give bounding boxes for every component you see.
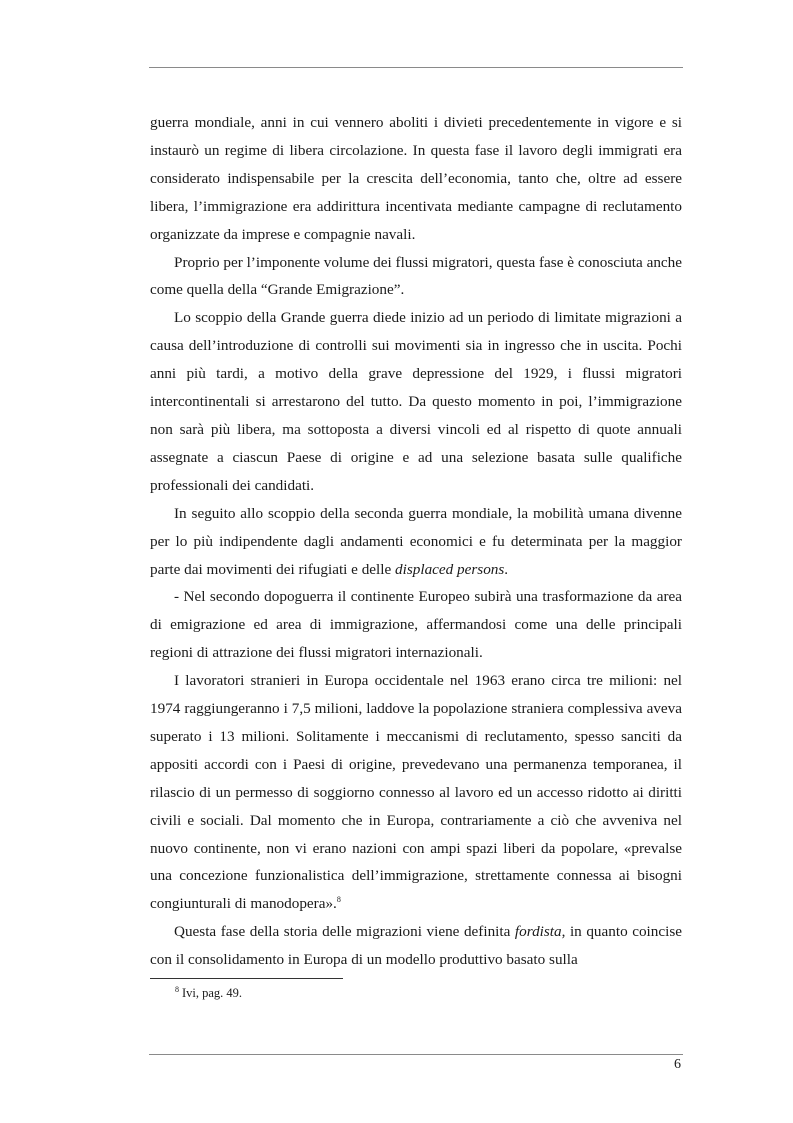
header-rule bbox=[149, 67, 683, 68]
paragraph-7-text: Questa fase della storia delle migrazioni viene definita bbox=[174, 923, 515, 941]
paragraph-6-text: I lavoratori stranieri in Europa occidentale nel 1963 erano circa tre milioni: nel 1974 raggiungeranno i 7,5 milioni, laddove la popolazione straniera complessiva aveva superato i 13 milioni. Solitamente i meccanismi di reclutamento, spesso sanciti da appositi accordi con i Paesi di origine, prevedevano una permanenza temporanea, il rilascio di un permesso di soggiorno connesso al lavoro ed un accesso ridotto ai diritti civili e sociali. Dal momento che in Europa, contrariamente a ciò che avveniva nel nuovo continente, non vi erano nazioni con ampi spazi liberi da popolare, «prevalse una concezione funzionalistica dell’immigrazione, strettamente connessa ai bisogni congiunturali di manodopera». bbox=[150, 672, 682, 913]
page-number: 6 bbox=[674, 1057, 681, 1072]
footnote-number: 8 bbox=[175, 985, 179, 994]
paragraph-7 bbox=[150, 918, 682, 974]
paragraph-1: guerra mondiale, anni in cui vennero aboliti i divieti precedentemente in vigore e si instaurò un regime di libera circolazione. In questa fase il lavoro degli immigrati era considerato indispensabile per la crescita dell’economia, tanto che, oltre ad essere libera, l’immigrazione era addirittura incentivata mediante campagne di reclutamento organizzate da imprese e compagnie navali. bbox=[150, 114, 682, 243]
paragraph-6 bbox=[150, 667, 682, 918]
paragraph-4 bbox=[150, 500, 682, 584]
footer-rule bbox=[149, 1054, 683, 1055]
body-text bbox=[150, 109, 682, 974]
paragraph-4-end: . bbox=[504, 560, 509, 578]
paragraph-7-end: , in quanto coincise con il consolidamento in Europa di un modello produttivo basato sulla bbox=[150, 923, 682, 969]
footnote bbox=[175, 985, 242, 1001]
paragraph-5: - Nel secondo dopoguerra il continente Europeo subirà una trasformazione da area di emigrazione ed area di immigrazione, affermandosi come una delle principali regioni di attrazione dei flussi migratori internazionali. bbox=[150, 588, 682, 662]
paragraph-2: Proprio per l’imponente volume dei flussi migratori, questa fase è conosciuta anche come quella della “Grande Emigrazione”. bbox=[150, 253, 682, 299]
footnote-reference[interactable]: 8 bbox=[336, 895, 341, 905]
paragraph-7-italic: fordista bbox=[514, 923, 562, 941]
footnote-text: Ivi, pag. 49. bbox=[182, 986, 243, 1000]
paragraph-4-text: In seguito allo scoppio della seconda guerra mondiale, la mobilità umana divenne per lo più indipendente dagli andamenti economici e fu determinata per la maggior parte dai movimenti dei rifugiati e delle bbox=[150, 504, 682, 578]
footnote-separator bbox=[150, 978, 343, 979]
paragraph-3: Lo scoppio della Grande guerra diede inizio ad un periodo di limitate migrazioni a causa dell’introduzione di controlli sui movimenti sia in ingresso che in uscita. Pochi anni più tardi, a motivo della grave depressione del 1929, i flussi migratori intercontinentali si arrestarono del tutto. Da questo momento in poi, l’immigrazione non sarà più libera, ma sottoposta a diversi vincoli ed al rispetto di quote annuali assegnate a ciascun Paese di origine e ad una selezione basata sulle qualifiche professionali dei candidati. bbox=[150, 309, 682, 494]
paragraph-4-italic: displaced persons bbox=[395, 560, 505, 578]
